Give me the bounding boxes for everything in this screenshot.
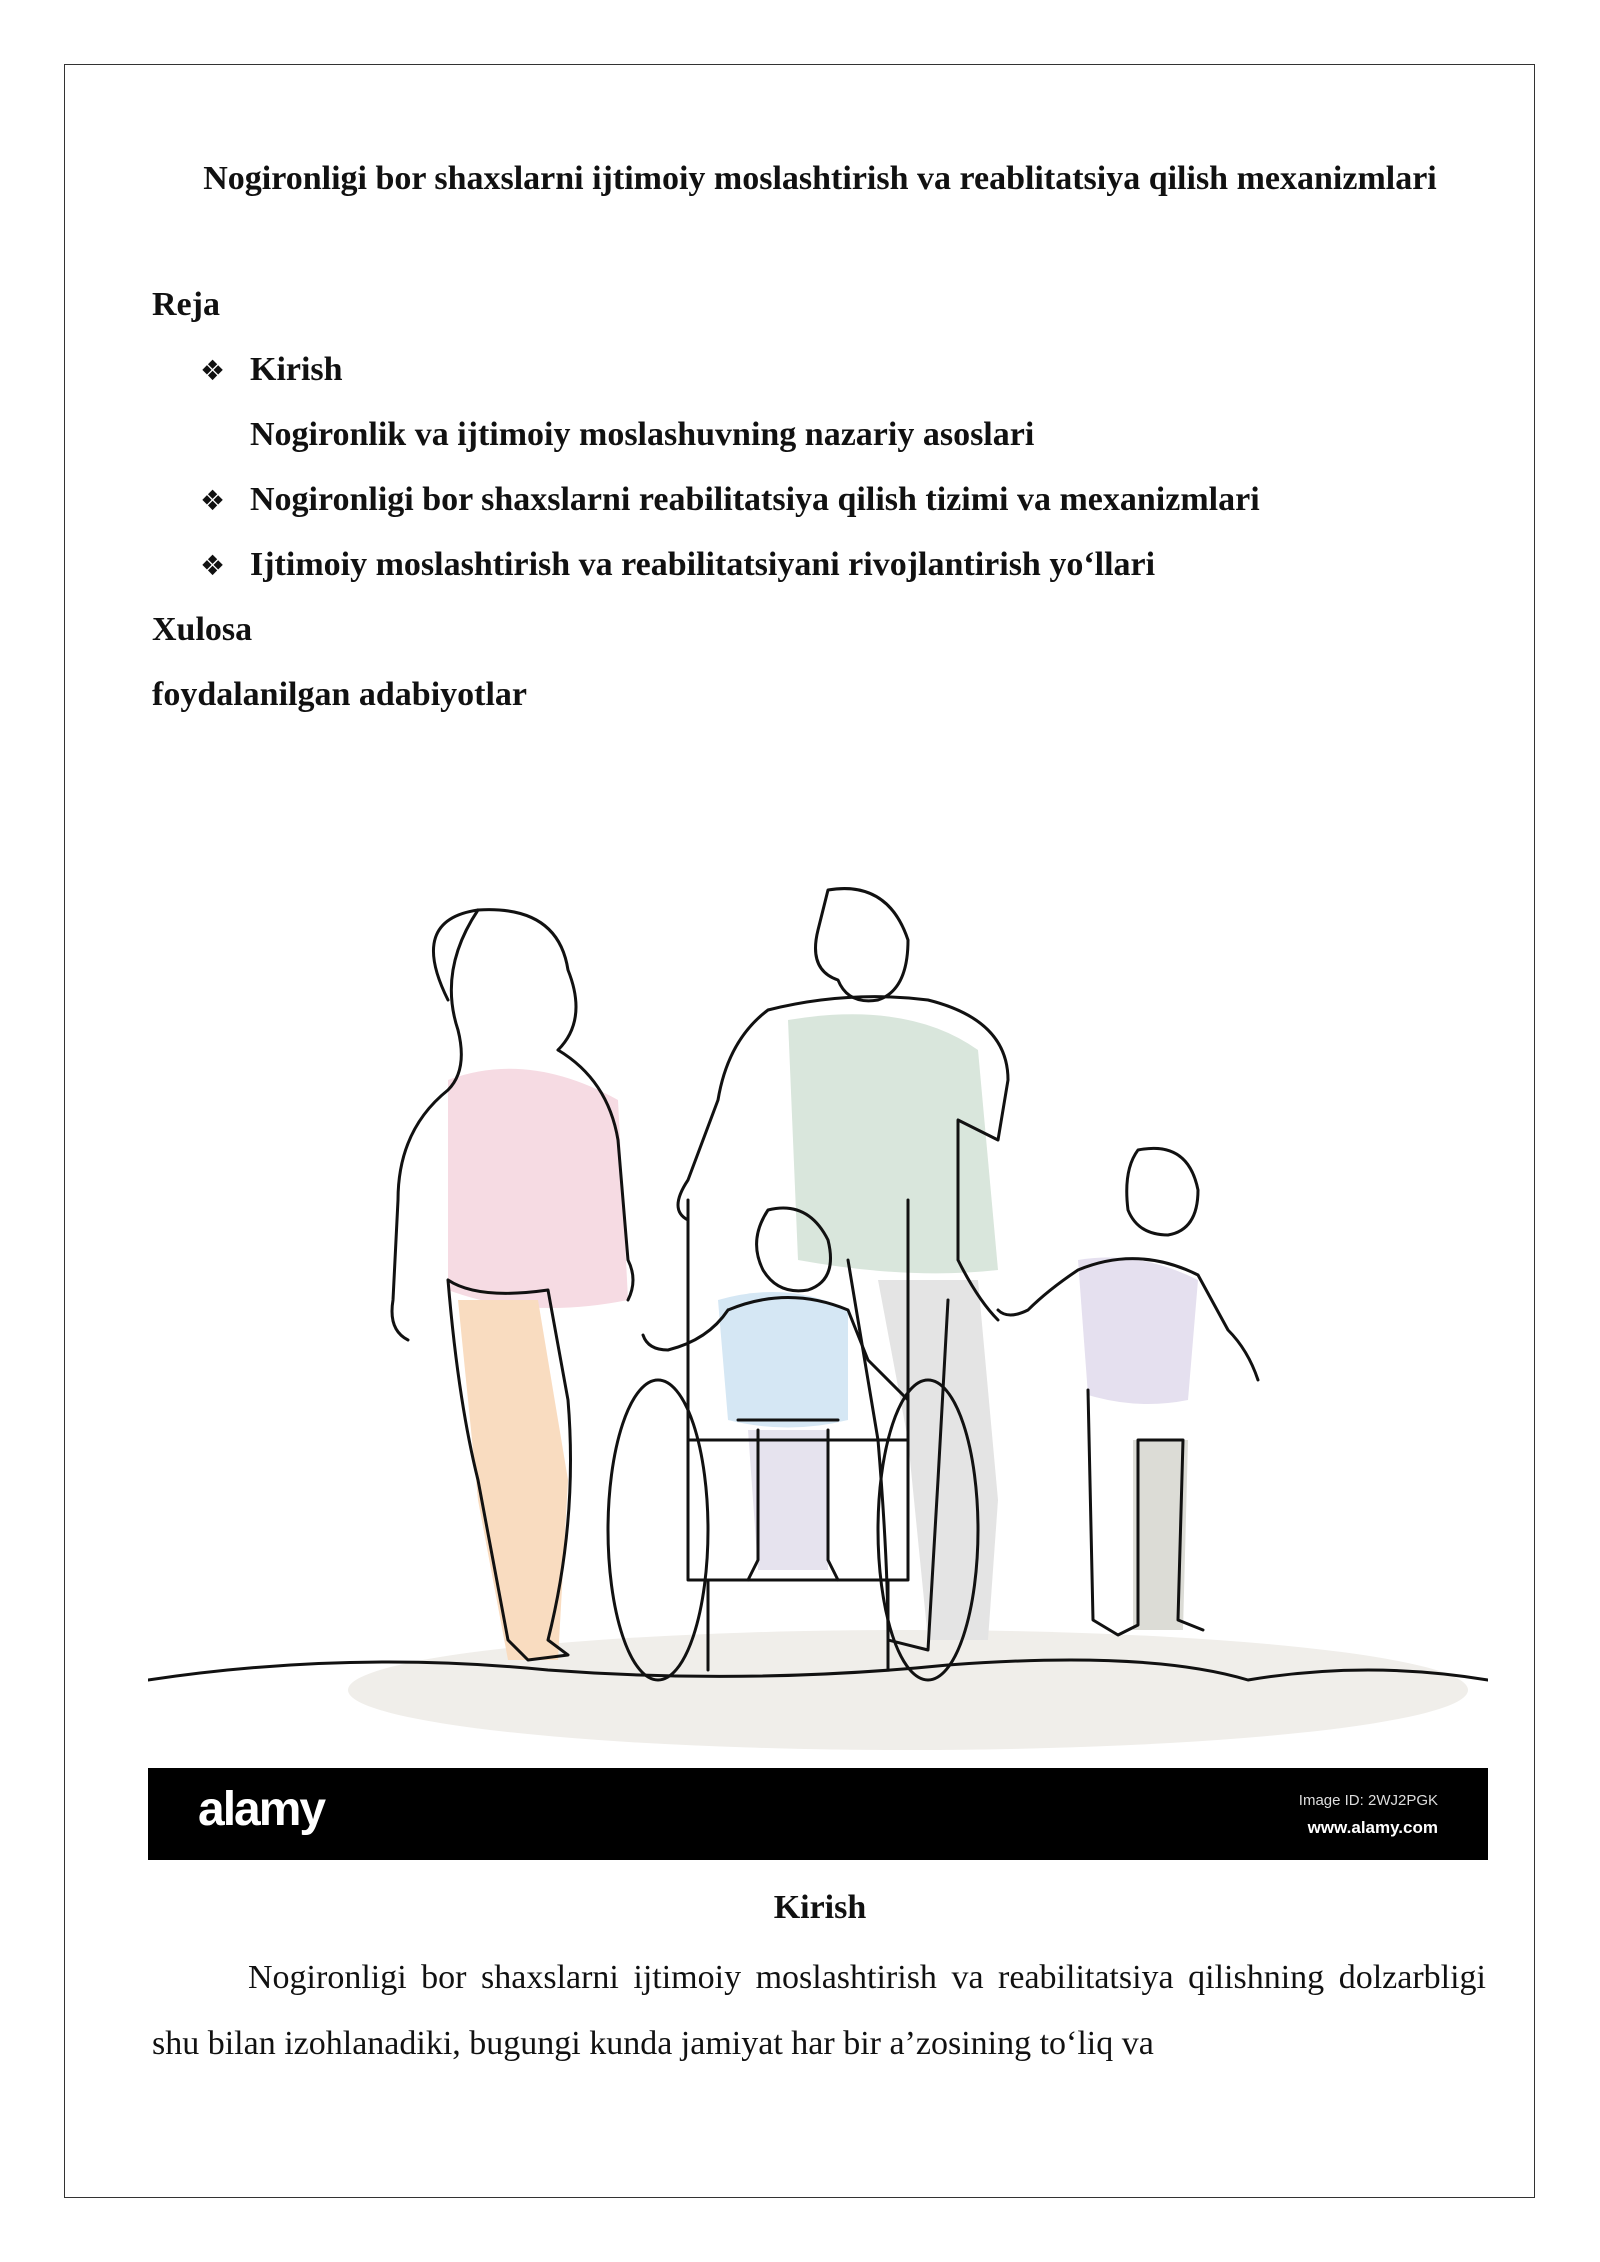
image-source-url: www.alamy.com [1307,1818,1438,1837]
diamond-bullet-icon: ❖ [200,484,226,517]
child-shirt-wash [718,1292,848,1428]
mother-legs-wash [458,1300,568,1660]
child-legs-wash [748,1430,828,1570]
wheelchair-left-wheel [608,1380,708,1680]
intro-paragraph: Nogironligi bor shaxslarni ijtimoiy moslashtirish va reabilitatsiya qilishning dolzarbligi shu bilan izohlanadiki, bugungi kunda jamiyat har bir a’zosining to‘liq va [152,1959,1486,2062]
diamond-bullet-icon: ❖ [200,549,226,582]
plan-item [200,415,1034,455]
boy-head [1127,1148,1198,1235]
alamy-logo: alamy [198,1783,325,1836]
plan-item [200,480,1260,521]
stock-image-banner [148,1768,1488,1860]
father-head [816,889,909,1001]
plan-item-label: Nogironligi bor shaxslarni reabilitatsiya qilish tizimi va mexanizmlari [250,481,1260,518]
plan-heading: Reja [152,286,220,323]
plan-item [200,545,1155,586]
boy-shirt-wash [1078,1258,1198,1405]
document-title: Nogironligi bor shaxslarni ijtimoiy moslashtirish va reablitatsiya qilish mexanizmlari [203,160,1437,197]
plan-item-label: Kirish [250,351,343,388]
section-heading: Kirish [773,1889,867,1926]
plan-item-label: Ijtimoiy moslashtirish va reabilitatsiyani rivojlantirish yo‘llari [250,546,1156,583]
family-wheelchair-illustration [148,880,1488,1780]
father-top-wash [788,1014,998,1273]
mother-top-wash [448,1069,628,1308]
conclusion-heading: Xulosa [152,611,253,648]
plan-item-label: Nogironlik va ijtimoiy moslashuvning nazariy asoslari [250,416,1035,453]
references-heading: foydalanilgan adabiyotlar [152,676,528,713]
plan-item [200,350,343,391]
diamond-bullet-icon: ❖ [200,354,226,387]
image-id-label: Image ID: 2WJ2PGK [1298,1792,1438,1809]
